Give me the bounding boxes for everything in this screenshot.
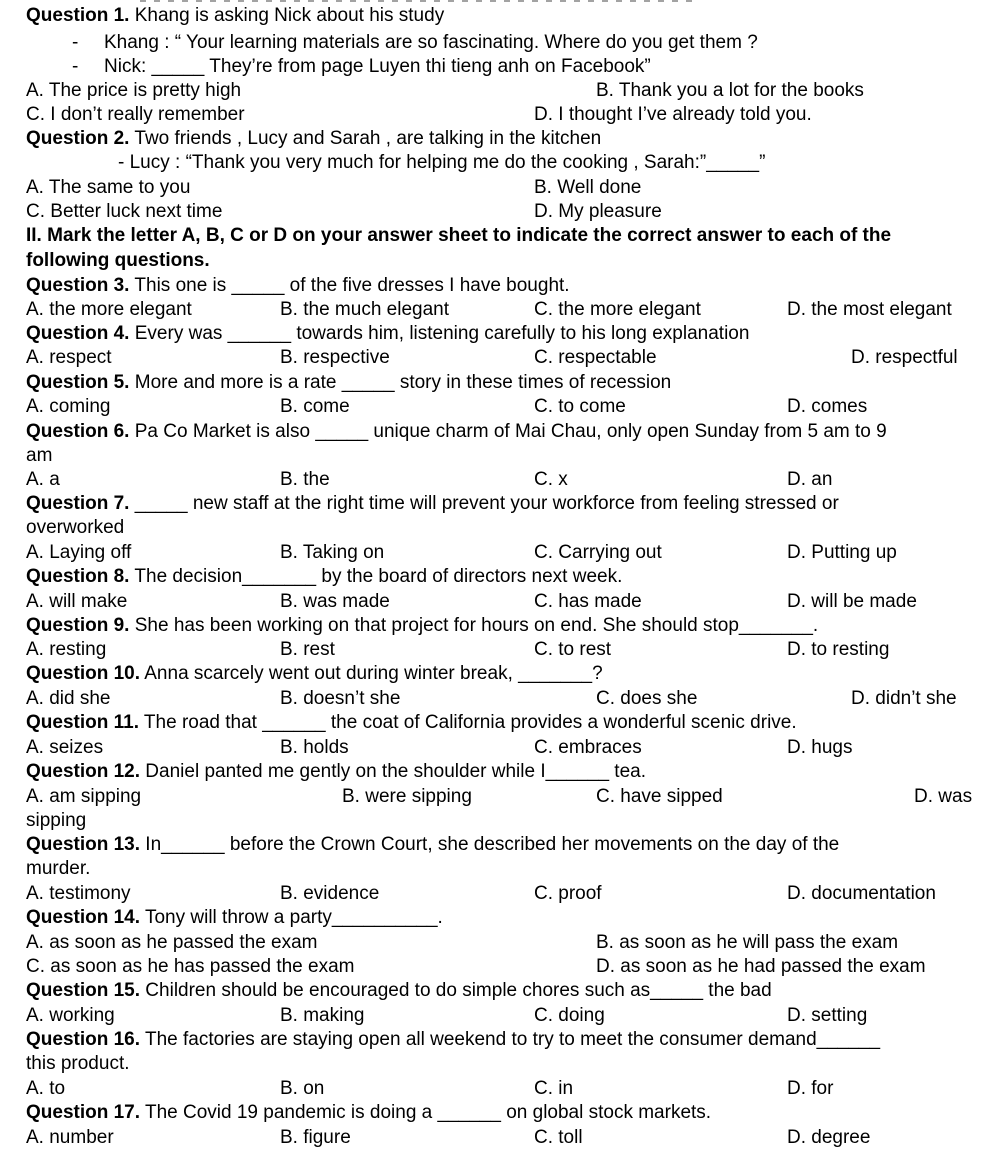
- question-5: [26, 371, 671, 395]
- option-a: A. The same to you: [26, 177, 191, 198]
- option-c: C. as soon as he has passed the exam: [26, 956, 355, 977]
- option-d: D. Putting up: [787, 542, 897, 563]
- question-number: Question 9.: [26, 615, 130, 636]
- question-stem: Khang is asking Nick about his study: [129, 5, 445, 26]
- option-d: D. respectful: [851, 347, 958, 368]
- question-stem: Two friends , Lucy and Sarah , are talking in the kitchen: [129, 128, 602, 149]
- option-d: D. hugs: [787, 737, 853, 758]
- option-b: B. holds: [280, 737, 349, 758]
- option-a: A. to: [26, 1078, 66, 1099]
- dialogue-dash: -: [72, 56, 79, 77]
- option-a: A. did she: [26, 688, 111, 709]
- question-stem: The Covid 19 pandemic is doing a ______ on global stock markets.: [140, 1102, 712, 1123]
- question-stem: The factories are staying open all weekend to try to meet the consumer demand______: [140, 1029, 881, 1050]
- option-b: B. doesn’t she: [280, 688, 401, 709]
- question-stem: The decision_______ by the board of directors next week.: [129, 566, 623, 587]
- option-d: D. documentation: [787, 883, 936, 904]
- option-b: B. come: [280, 396, 350, 417]
- option-b: B. were sipping: [342, 786, 472, 807]
- question-number: Question 4.: [26, 323, 130, 344]
- section-heading: II. Mark the letter A, B, C or D on your answer sheet to indicate the correct answer to each of the: [26, 225, 892, 246]
- question-15: [26, 979, 772, 1003]
- option-b: B. Well done: [534, 177, 642, 198]
- question-number: Question 5.: [26, 372, 130, 393]
- option-b: B. making: [280, 1005, 365, 1026]
- option-b: B. respective: [280, 347, 390, 368]
- option-a: A. will make: [26, 591, 128, 612]
- question-stem: This one is _____ of the five dresses I have bought.: [129, 275, 570, 296]
- option-b: B. the much elegant: [280, 299, 449, 320]
- option-c: C. respectable: [534, 347, 657, 368]
- option-d: D. to resting: [787, 639, 890, 660]
- question-number: Question 17.: [26, 1102, 141, 1123]
- option-c: C. to rest: [534, 639, 612, 660]
- option-b: B. the: [280, 469, 330, 490]
- dialogue-line-khang: Khang : “ Your learning materials are so fascinating. Where do you get them ?: [104, 32, 758, 53]
- question-number: Question 2.: [26, 128, 130, 149]
- question-number: Question 6.: [26, 421, 130, 442]
- question-stem-cont: murder.: [26, 858, 91, 879]
- question-8: [26, 565, 622, 589]
- question-17: [26, 1101, 711, 1125]
- question-number: Question 16.: [26, 1029, 141, 1050]
- question-11: [26, 711, 797, 735]
- option-a: A. as soon as he passed the exam: [26, 932, 318, 953]
- option-b: B. Taking on: [280, 542, 385, 563]
- option-c: C. proof: [534, 883, 602, 904]
- question-number: Question 13.: [26, 834, 141, 855]
- option-d: D. will be made: [787, 591, 917, 612]
- question-number: Question 8.: [26, 566, 130, 587]
- option-d: D. for: [787, 1078, 834, 1099]
- question-6: [26, 420, 887, 444]
- question-3: [26, 274, 570, 298]
- option-a: A. resting: [26, 639, 107, 660]
- question-stem: More and more is a rate _____ story in these times of recession: [129, 372, 672, 393]
- option-c: C. the more elegant: [534, 299, 701, 320]
- question-13: [26, 833, 839, 857]
- option-d: D. setting: [787, 1005, 868, 1026]
- question-stem: Tony will throw a party__________.: [140, 907, 443, 928]
- option-a: A. seizes: [26, 737, 104, 758]
- option-a: A. number: [26, 1127, 114, 1148]
- question-2: [26, 127, 601, 151]
- question-10: [26, 662, 603, 686]
- question-stem: She has been working on that project for hours on end. She should stop_______.: [129, 615, 819, 636]
- option-b: B. on: [280, 1078, 325, 1099]
- option-c: C. toll: [534, 1127, 583, 1148]
- question-number: Question 15.: [26, 980, 141, 1001]
- cut-off-text-edge: [140, 0, 700, 2]
- option-b: B. rest: [280, 639, 335, 660]
- option-d: D. comes: [787, 396, 868, 417]
- question-number: Question 3.: [26, 275, 130, 296]
- option-b: B. figure: [280, 1127, 351, 1148]
- question-4: [26, 322, 749, 346]
- option-a: A. testimony: [26, 883, 131, 904]
- option-c: C. have sipped: [596, 786, 723, 807]
- option-c: C. doing: [534, 1005, 605, 1026]
- question-stem-cont: this product.: [26, 1053, 130, 1074]
- question-stem: The road that ______ the coat of California provides a wonderful scenic drive.: [138, 712, 797, 733]
- question-number: Question 1.: [26, 5, 130, 26]
- option-d: D. an: [787, 469, 833, 490]
- option-d-cont: sipping: [26, 810, 87, 831]
- option-d: D. I thought I’ve already told you.: [534, 104, 812, 125]
- option-c: C. embraces: [534, 737, 642, 758]
- option-a: A. the more elegant: [26, 299, 192, 320]
- option-b: B. as soon as he will pass the exam: [596, 932, 899, 953]
- option-d: D. didn’t she: [851, 688, 957, 709]
- option-a: A. respect: [26, 347, 112, 368]
- option-c: C. I don’t really remember: [26, 104, 245, 125]
- question-12: [26, 760, 646, 784]
- option-a: A. The price is pretty high: [26, 80, 242, 101]
- question-stem: _____ new staff at the right time will prevent your workforce from feeling stressed or: [129, 493, 839, 514]
- question-number: Question 7.: [26, 493, 130, 514]
- option-c: C. Carrying out: [534, 542, 662, 563]
- section-heading-cont: following questions.: [26, 250, 210, 271]
- question-number: Question 12.: [26, 761, 141, 782]
- dialogue-dash: -: [72, 32, 79, 53]
- question-stem: Anna scarcely went out during winter break, _______?: [140, 663, 603, 684]
- option-d: D. the most elegant: [787, 299, 952, 320]
- option-a: A. working: [26, 1005, 115, 1026]
- question-number: Question 11.: [26, 712, 139, 733]
- question-9: [26, 614, 818, 638]
- option-c: C. has made: [534, 591, 642, 612]
- question-7: [26, 492, 839, 516]
- option-b: B. evidence: [280, 883, 380, 904]
- option-c: C. x: [534, 469, 568, 490]
- question-1: [26, 4, 444, 28]
- option-d: D. was: [914, 786, 973, 807]
- option-a: A. coming: [26, 396, 111, 417]
- question-stem: Every was ______ towards him, listening carefully to his long explanation: [129, 323, 750, 344]
- option-a: A. Laying off: [26, 542, 132, 563]
- question-stem: Daniel panted me gently on the shoulder while I______ tea.: [140, 761, 646, 782]
- question-number: Question 14.: [26, 907, 141, 928]
- question-stem-cont: overworked: [26, 517, 125, 538]
- question-stem-cont: am: [26, 445, 53, 466]
- option-b: B. was made: [280, 591, 390, 612]
- option-c: C. Better luck next time: [26, 201, 223, 222]
- question-number: Question 10.: [26, 663, 141, 684]
- option-c: C. in: [534, 1078, 574, 1099]
- option-a: A. am sipping: [26, 786, 142, 807]
- question-16: [26, 1028, 880, 1052]
- option-d: D. My pleasure: [534, 201, 662, 222]
- option-b: B. Thank you a lot for the books: [596, 80, 864, 101]
- option-a: A. a: [26, 469, 60, 490]
- option-c: C. to come: [534, 396, 626, 417]
- question-14: [26, 906, 443, 930]
- question-stem: Pa Co Market is also _____ unique charm of Mai Chau, only open Sunday from 5 am to 9: [129, 421, 887, 442]
- option-d: D. as soon as he had passed the exam: [596, 956, 926, 977]
- question-stem: Children should be encouraged to do simple chores such as_____ the bad: [140, 980, 772, 1001]
- option-d: D. degree: [787, 1127, 871, 1148]
- question-stem: In______ before the Crown Court, she described her movements on the day of the: [140, 834, 840, 855]
- option-c: C. does she: [596, 688, 698, 709]
- dialogue-line-nick: Nick: _____ They’re from page Luyen thi tieng anh on Facebook”: [104, 56, 651, 77]
- dialogue-line-lucy: - Lucy : “Thank you very much for helping me do the cooking , Sarah:”_____”: [118, 152, 766, 173]
